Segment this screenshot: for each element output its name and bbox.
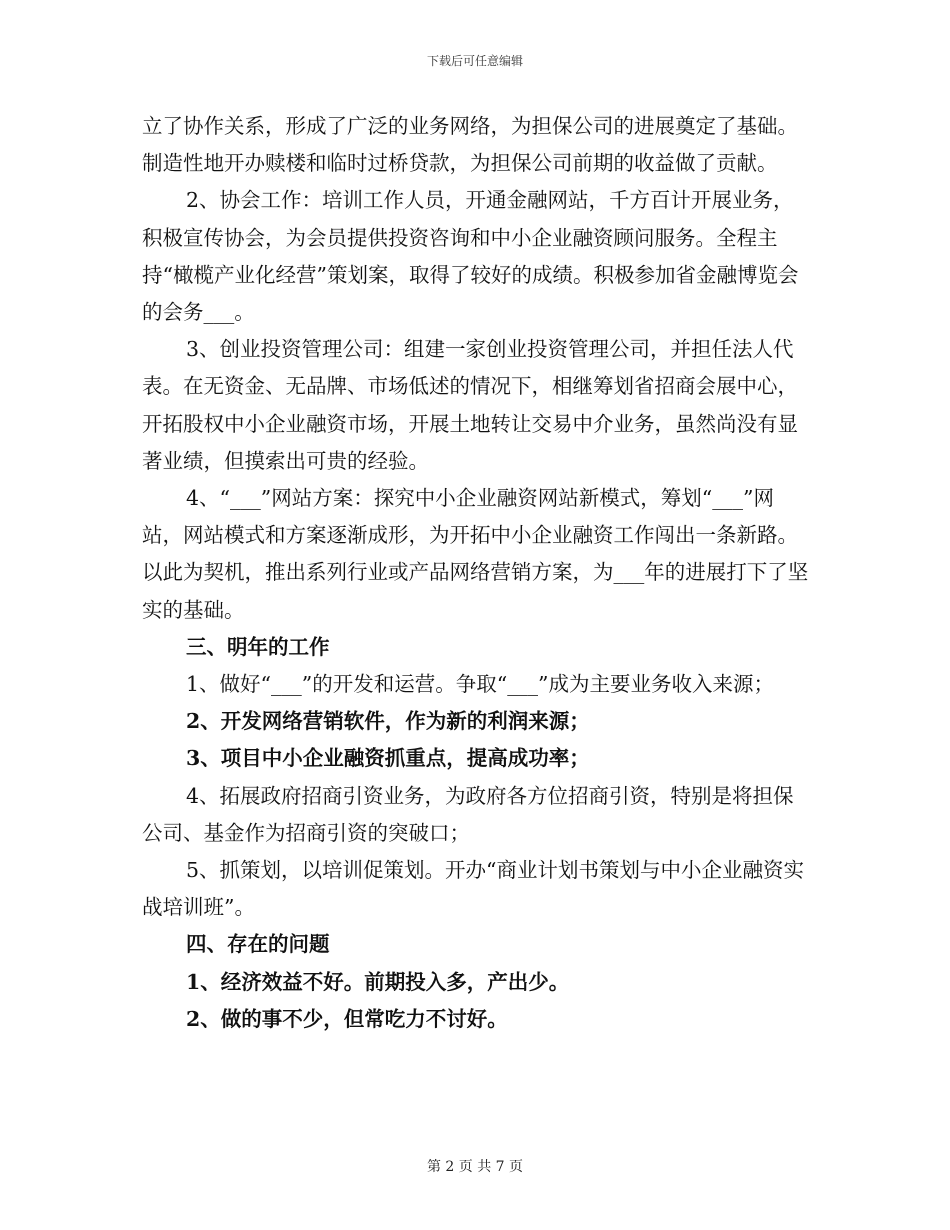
paragraph-8: 3、项目中小企业融资抓重点，提高成功率；	[186, 746, 590, 771]
paragraph-7: 2、开发网络营销软件，作为新的利润来源；	[186, 709, 590, 734]
paragraph-2: 2、协会工作：培训工作人员，开通金融网站，千方百计开展业务，积极宣传协会，为会员提供投资咨询和中小企业融资顾问服务。全程主持“橄榄产业化经营”策划案，取得了较好的成绩。积极参加省金融博览会的会务___。	[142, 188, 799, 325]
section-heading-next-year: 三、明年的工作	[186, 634, 330, 659]
paragraph-1: 立了协作关系，形成了广泛的业务网络，为担保公司的进展奠定了基础。制造性地开办赎楼和临时过桥贷款，为担保公司前期的收益做了贡献。	[142, 114, 798, 176]
paragraph-13: 2、做的事不少，但常吃力不讨好。	[186, 1006, 508, 1031]
paragraph-12: 1、经济效益不好。前期投入多，产出少。	[186, 969, 570, 994]
section-heading-problems: 四、存在的问题	[186, 932, 330, 957]
page-number-footer: 第 2 页 共 7 页	[426, 1159, 524, 1175]
document-body	[142, 108, 812, 1038]
paragraph-3: 3、创业投资管理公司：组建一家创业投资管理公司，并担任法人代表。在无资金、无品牌、市场低述的情况下，相继筹划省招商会展中心，开拓股权中小企业融资市场，开展土地转让交易中介业务，虽然尚没有显著业绩，但摸索出可贵的经验。	[142, 337, 798, 473]
header-note: 下载后可任意编辑	[426, 54, 523, 68]
paragraph-9: 4、拓展政府招商引资业务，为政府各方位招商引资，特别是将担保公司、基金作为招商引资的突破口；	[142, 783, 794, 845]
paragraph-10: 5、抓策划，以培训促策划。开办“商业计划书策划与中小企业融资实战培训班”。	[142, 858, 805, 920]
paragraph-4: 4、“___”网站方案：探究中小企业融资网站新模式，筹划“___”网站，网站模式和方案逐渐成形，为开拓中小企业融资工作闯出一条新路。以此为契机，推出系列行业或产品网络营销方案，为___年的进展打下了坚实的基础。	[142, 486, 809, 622]
paragraph-6: 1、做好“___”的开发和运营。争取“___”成为主要业务收入来源；	[186, 672, 774, 697]
